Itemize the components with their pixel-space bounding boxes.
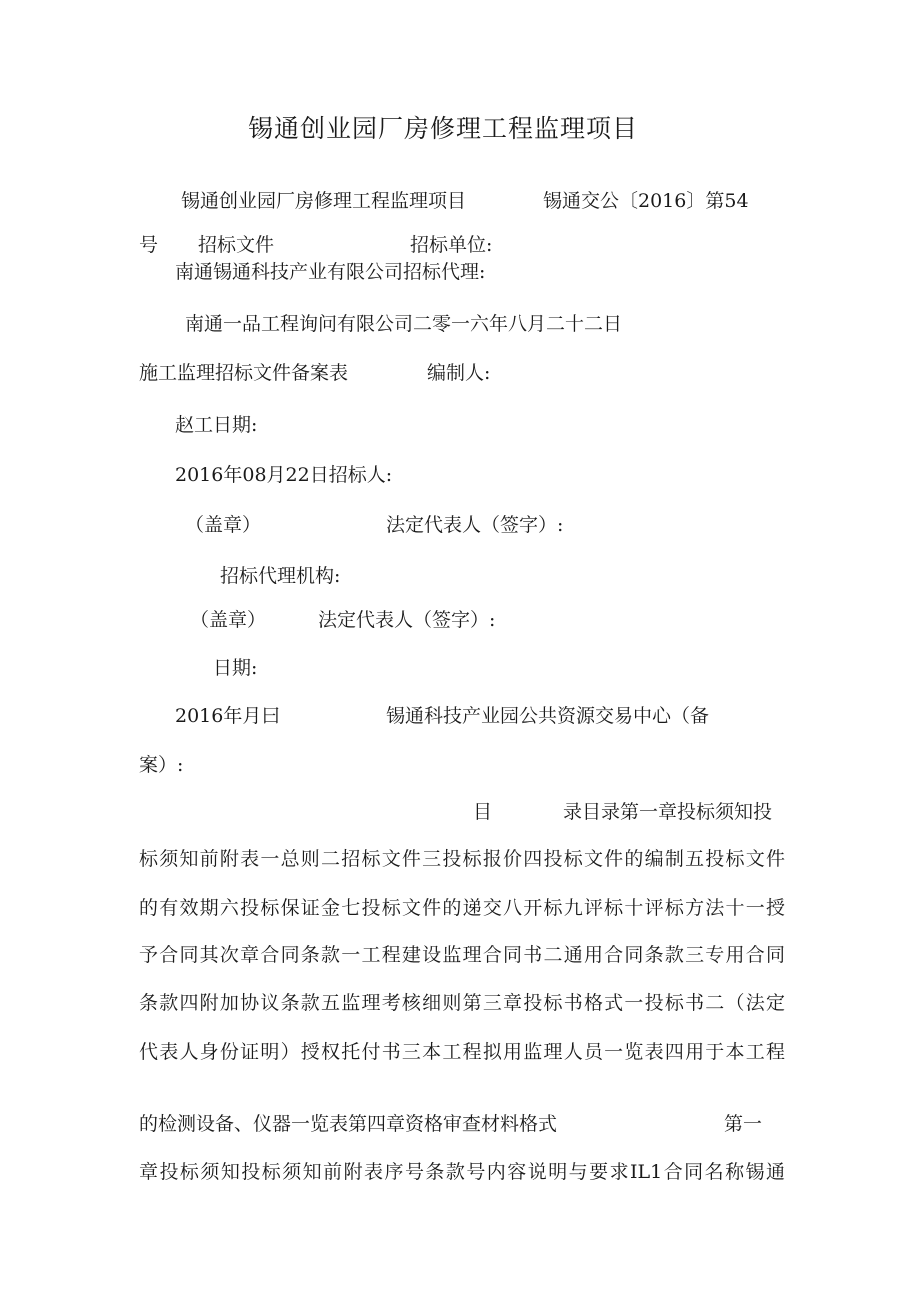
toc-line-end: 第一 [724, 1113, 763, 1135]
document-number: 锡通交公〔2016〕第54 [543, 190, 749, 212]
toc-heading: 目 [473, 801, 493, 823]
toc-line: 代表人身份证明）授权托付书三本工程拟用监理人员一览表四用于本工程 [139, 1041, 785, 1063]
date-year: 2016年月曰 [175, 705, 281, 727]
seal-label: （盖章） [185, 514, 262, 536]
toc-line: 予合同其次章合同条款一工程建设监理合同书二通用合同条款三专用合同 [139, 944, 785, 966]
date-label: 日期: [213, 657, 258, 679]
tenderer-label: 招标单位: [410, 234, 493, 256]
project-name: 锡通创业园厂房修理工程监理项目 [181, 190, 467, 212]
toc-line: 章投标须知投标须知前附表序号条款号内容说明与要求IL1合同名称锡通 [139, 1161, 785, 1183]
document-number-suffix: 号 [139, 234, 159, 256]
filing-label: 案）: [139, 754, 184, 776]
tenderer-and-agent: 南通锡通科技产业有限公司招标代理: [175, 261, 486, 283]
reviewer-date: 赵工日期: [175, 414, 258, 436]
toc-first-line: 录目录第一章投标须知投 [563, 801, 773, 823]
filing-form-title: 施工监理招标文件备案表 [139, 362, 349, 384]
exchange-center: 锡通科技产业园公共资源交易中心（备 [386, 705, 710, 727]
document-type: 招标文件 [198, 234, 275, 256]
toc-line: 条款四附加协议条款五监理考核细则第三章投标书格式一投标书二（法定 [139, 992, 785, 1014]
compiler-label: 编制人: [427, 362, 491, 384]
seal-label: （盖章） [190, 609, 267, 631]
agent-and-date: 南通一品工程询问有限公司二零一六年八月二十二日 [185, 313, 623, 335]
agency-label: 招标代理机构: [220, 565, 341, 587]
date-tenderer: 2016年08月22日招标人: [175, 464, 393, 486]
legal-rep-signature: 法定代表人（签字）: [318, 609, 496, 631]
document-title: 锡通创业园厂房修理工程监理项目 [248, 114, 639, 143]
toc-line: 的有效期六投标保证金七投标文件的递交八开标九评标十评标方法十一授 [139, 897, 785, 919]
toc-line: 标须知前附表一总则二招标文件三投标报价四投标文件的编制五投标文件 [139, 848, 785, 870]
legal-rep-signature: 法定代表人（签字）: [386, 514, 564, 536]
toc-line: 的检测设备、仪器一览表第四章资格审查材料格式 [139, 1113, 558, 1135]
